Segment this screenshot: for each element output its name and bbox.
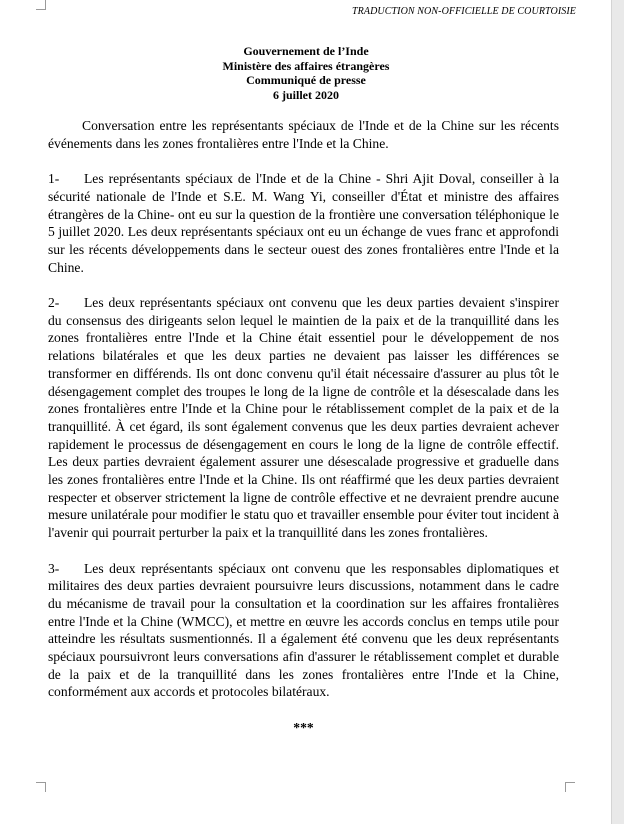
end-mark: *** — [293, 719, 314, 735]
translation-notice: TRADUCTION NON-OFFICIELLE DE COURTOISIE — [352, 6, 576, 17]
header-date: 6 juillet 2020 — [273, 87, 339, 102]
paragraph-number: 3- — [48, 560, 60, 576]
paragraph-number: 2- — [48, 295, 60, 310]
scrollbar-track[interactable] — [611, 0, 624, 824]
header-press-release: Communiqué de presse — [246, 73, 366, 87]
page-corner-mark-bottom-left — [36, 782, 46, 792]
header-ministry: Ministère des affaires étrangères — [222, 58, 390, 73]
intro-paragraph: Conversation entre les représentants spéciaux de l'Inde et de la Chine sur les récents événements dans les zones frontalières entre l'Inde et la Chine. — [48, 118, 559, 151]
header-government: Gouvernement de l’Inde — [243, 44, 369, 58]
paragraph-number: 1- — [48, 171, 60, 187]
paragraph-text: Les deux représentants spéciaux ont convenu que les responsables diplomatiques et militaires des deux parties devraient poursuivre leurs discussions, notamment dans le cadre du mécanisme de travail pour la consultation et la coordination sur les affaires frontalières entre l'Inde et la Chine (WMCC), et mettre en œuvre les accords conclus en temps utile pour atteindre les résultats susmentionnés. Il a également été convenu que les deux représentants spéciaux poursuivront leurs conversations afin d'assurer le rétablissement complet et durable de la paix et de la tranquillité dans les zones frontalières entre l'Inde et la Chine, conformément aux accords et protocoles bilatéraux. — [48, 560, 559, 700]
page-corner-mark-bottom-right — [565, 782, 575, 792]
paragraph-text: Les deux représentants spéciaux ont convenu que les deux parties devaient s'inspirer du consensus des dirigeants selon lequel le maintien de la paix et de la tranquillité dans les zones frontalières entre l'Inde et la Chine était essentiel pour le développement de nos relations bilatérales et que les deux parties ne devaient pas laisser les différences se transformer en différends. Ils ont donc convenu qu'il était nécessaire d'assurer au plus tôt le désengagement complet des troupes le long de la ligne de contrôle et la désescalade dans les zones frontalières entre l'Inde et la Chine pour le rétablissement complet de la paix et de la tranquillité. À cet égard, ils sont également convenus que les deux parties devraient achever rapidement le processus de désengagement en cours le long de la ligne de contrôle effectif. Les deux parties devraient également assurer une désescalade progressive et graduelle dans les zones frontalières entre l'Inde et la Chine. Ils ont réaffirmé que les deux parties devraient respecter et observer strictement la ligne de contrôle effective et ne devraient prendre aucune mesure unilatérale pour modifier le statu quo et travailler ensemble pour éviter tout incident à l'avenir qui pourrait perturber la paix et la tranquillité dans les zones frontalières. — [48, 295, 559, 541]
paragraph-text: Les représentants spéciaux de l'Inde et de la Chine - Shri Ajit Doval, conseiller à la sécurité nationale de l'Inde et S.E. M. Wang Yi, conseiller d'État et ministre des affaires étrangères de la Chine- ont eu sur la question de la frontière une conversation téléphonique le 5 juillet 2020. Les deux représentants spéciaux ont eu un échange de vues franc et approfondi sur les récents développements dans le secteur ouest des zones frontalières entre l'Inde et la Chine. — [48, 171, 559, 275]
page-corner-mark-top-left — [36, 0, 46, 10]
document-body — [48, 117, 559, 737]
document-header — [0, 44, 612, 102]
paragraph-3 — [48, 560, 559, 702]
paragraph-2 — [48, 294, 559, 542]
paragraph-1 — [48, 170, 559, 276]
